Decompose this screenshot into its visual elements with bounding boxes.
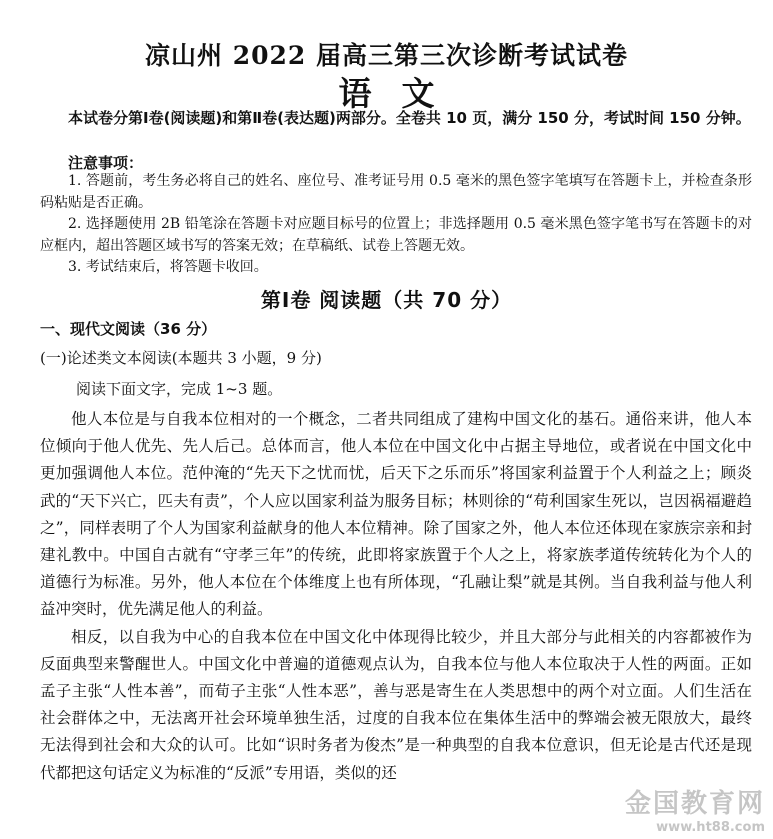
exam-intro: 本试卷分第Ⅰ卷(阅读题)和第Ⅱ卷(表达题)两部分。全卷共 10 页，满分 150 分，考试时间 150 分钟。: [68, 109, 751, 127]
watermark-url: www.ht88.com: [656, 820, 765, 835]
passage-paragraph: 他人本位是与自我本位相对的一个概念，二者共同组成了建构中国文化的基石。通俗来讲，他人本位倾向于他人优先、先人后己。总体而言，他人本位在中国文化中占据主导地位，或者说在中国文化中更加强调他人本位。范仲淹的“先天下之忧而忧，后天下之乐而乐”将国家利益置于个人利益之上；顾炎武的“天下兴亡，匹夫有责”，个人应以国家利益为服务目标；林则徐的“苟利国家生死以，岂因祸福避趋之”，同样表明了个人为国家利益献身的他人本位精神。除了国家之外，他人本位还体现在家族宗亲和封建礼教中。中国自古就有“守孝三年”的传统，此即将家族置于个人之上，将家族孝道传统转化为个人的道德行为标准。另外，他人本位在个体维度上也有所体现，“孔融让梨”就是其例。当自我利益与他人利益冲突时，优先满足他人的利益。: [40, 410, 752, 619]
notice-item: 1. 答题前，考生务必将自己的姓名、座位号、准考证号用 0.5 毫米的黑色签字笔填写在答题卡上，并检查条形码粘贴是否正确。: [40, 173, 752, 211]
passage-paragraph: 相反，以自我为中心的自我本位在中国文化中体现得比较少，并且大部分与此相关的内容都被作为反面典型来警醒世人。中国文化中普遍的道德观点认为，自我本位与他人本位取决于人性的两面。正如孟子主张“人性本善”，而荀子主张“人性本恶”，善与恶是寄生在人类思想中的两个对立面。人们生活在社会群体之中，无法离开社会环境单独生活，过度的自我本位在集体生活中的弊端会被无限放大，最终无法得到社会和大众的认可。比如“识时务者为俊杰”是一种典型的自我本位意识，但无论是古代还是现代都把这句话定义为标准的“反派”专用语，类似的还: [40, 627, 752, 782]
reading-instruction: 阅读下面文字，完成 1~3 题。: [76, 380, 283, 398]
notice-item: 2. 选择题使用 2B 铅笔涂在答题卡对应题目标号的位置上；非选择题用 0.5 毫米黑色签字笔书写在答题卡的对应框内，超出答题区域书写的答案无效；在草稿纸、试卷上答题无效。: [40, 216, 752, 254]
watermark: [625, 783, 765, 835]
notice-item: 3. 考试结束后，将答题卡收回。: [68, 259, 268, 275]
notice-heading: 注意事项：: [68, 154, 144, 172]
exam-title: 凉山州 2022 届高三第三次诊断考试试卷: [145, 41, 628, 70]
watermark-logo-text: 金国教育网: [624, 789, 765, 819]
section-subtitle: (一)论述类文本阅读(本题共 3 小题，9 分): [40, 349, 322, 367]
part-title: 第Ⅰ卷 阅读题（共 70 分）: [260, 288, 513, 312]
section-title: 一、现代文阅读（36 分）: [40, 320, 217, 338]
reading-passage: [40, 406, 752, 787]
notice-list: [40, 171, 752, 279]
subject-title: 语文: [338, 74, 465, 113]
